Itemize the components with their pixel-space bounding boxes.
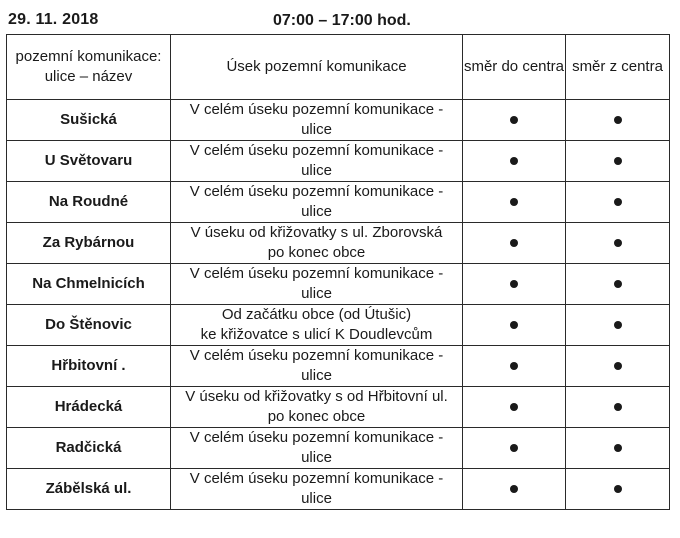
bullet-mark-icon (510, 403, 518, 411)
column-header-section: Úsek pozemní komunikace (171, 35, 463, 100)
to-center-mark-cell (463, 100, 566, 141)
table-row (7, 141, 670, 182)
bullet-mark-icon (614, 362, 622, 370)
street-name-cell: Za Rybárnou (7, 223, 171, 264)
bullet-mark-icon (510, 198, 518, 206)
from-center-mark-cell (566, 469, 670, 510)
street-name-cell: Radčická (7, 428, 171, 469)
bullet-mark-icon (614, 198, 622, 206)
to-center-mark-cell (463, 223, 566, 264)
section-description-line: V celém úseku pozemní komunikace - (189, 265, 444, 282)
section-description-line: V celém úseku pozemní komunikace - (189, 183, 444, 200)
from-center-mark-cell (566, 182, 670, 223)
to-center-mark-cell (463, 428, 566, 469)
bullet-mark-icon (510, 280, 518, 288)
section-description-line: V celém úseku pozemní komunikace - (189, 429, 444, 446)
time-range: 07:00 – 17:00 hod. (273, 12, 411, 29)
to-center-mark-cell (463, 387, 566, 428)
from-center-mark-cell (566, 305, 670, 346)
table-row (7, 223, 670, 264)
to-center-mark-cell (463, 469, 566, 510)
to-center-mark-cell (463, 141, 566, 182)
from-center-mark-cell (566, 264, 670, 305)
section-description-line: ulice (301, 449, 332, 466)
from-center-mark-cell (566, 100, 670, 141)
street-name-cell: Sušická (7, 100, 171, 141)
table-header-row (7, 35, 670, 100)
bullet-mark-icon (614, 157, 622, 165)
street-name-cell: Hřbitovní . (7, 346, 171, 387)
bullet-mark-icon (510, 157, 518, 165)
section-description-line: ulice (301, 203, 332, 220)
bullet-mark-icon (614, 239, 622, 247)
section-description-cell (171, 264, 463, 305)
section-description-line: V úseku od křižovatky s ul. Zborovská (190, 224, 443, 241)
table-row (7, 305, 670, 346)
street-name-cell: Na Chmelnicích (7, 264, 171, 305)
to-center-mark-cell (463, 305, 566, 346)
bullet-mark-icon (510, 239, 518, 247)
from-center-mark-cell (566, 223, 670, 264)
section-description-line: V úseku od křižovatky s od Hřbitovní ul. (185, 388, 448, 405)
bullet-mark-icon (510, 321, 518, 329)
section-description-line: ke křižovatce s ulicí K Doudlevcům (200, 326, 433, 343)
document-date: 29. 11. 2018 (8, 11, 99, 28)
section-description-line: ulice (301, 121, 332, 138)
road-closure-table (6, 34, 670, 510)
section-description-cell (171, 469, 463, 510)
from-center-mark-cell (566, 387, 670, 428)
section-description-cell (171, 387, 463, 428)
from-center-mark-cell (566, 346, 670, 387)
table-row (7, 469, 670, 510)
section-description-cell (171, 141, 463, 182)
section-description-line: Od začátku obce (od Útušic) (221, 306, 412, 323)
section-description-line: ulice (301, 367, 332, 384)
bullet-mark-icon (510, 444, 518, 452)
section-description-line: ulice (301, 490, 332, 507)
section-description-cell (171, 182, 463, 223)
section-description-cell (171, 100, 463, 141)
bullet-mark-icon (614, 321, 622, 329)
from-center-mark-cell (566, 428, 670, 469)
column-header-from-center: směr z centra (566, 35, 670, 100)
section-description-cell (171, 346, 463, 387)
section-description-line: po konec obce (267, 408, 366, 425)
street-name-cell: Hrádecká (7, 387, 171, 428)
section-description-line: V celém úseku pozemní komunikace - (189, 101, 444, 118)
section-description-line: ulice (301, 285, 332, 302)
street-name-cell: Zábělská ul. (7, 469, 171, 510)
table-row (7, 182, 670, 223)
section-description-cell (171, 428, 463, 469)
street-name-cell: U Světovaru (7, 141, 171, 182)
bullet-mark-icon (614, 280, 622, 288)
section-description-line: V celém úseku pozemní komunikace - (189, 347, 444, 364)
to-center-mark-cell (463, 346, 566, 387)
bullet-mark-icon (510, 116, 518, 124)
from-center-mark-cell (566, 141, 670, 182)
column-header-street: pozemní komunikace: ulice – název (7, 35, 171, 100)
street-name-cell: Na Roudné (7, 182, 171, 223)
section-description-cell (171, 305, 463, 346)
table-row (7, 346, 670, 387)
table-row (7, 387, 670, 428)
section-description-line: V celém úseku pozemní komunikace - (189, 142, 444, 159)
table-row (7, 264, 670, 305)
to-center-mark-cell (463, 182, 566, 223)
column-header-to-center: směr do centra (463, 35, 566, 100)
table-row (7, 428, 670, 469)
bullet-mark-icon (614, 403, 622, 411)
street-name-cell: Do Štěnovic (7, 305, 171, 346)
section-description-line: ulice (301, 162, 332, 179)
bullet-mark-icon (614, 116, 622, 124)
bullet-mark-icon (510, 362, 518, 370)
to-center-mark-cell (463, 264, 566, 305)
section-description-line: V celém úseku pozemní komunikace - (189, 470, 444, 487)
bullet-mark-icon (614, 485, 622, 493)
section-description-line: po konec obce (267, 244, 366, 261)
bullet-mark-icon (510, 485, 518, 493)
bullet-mark-icon (614, 444, 622, 452)
table-row (7, 100, 670, 141)
section-description-cell (171, 223, 463, 264)
